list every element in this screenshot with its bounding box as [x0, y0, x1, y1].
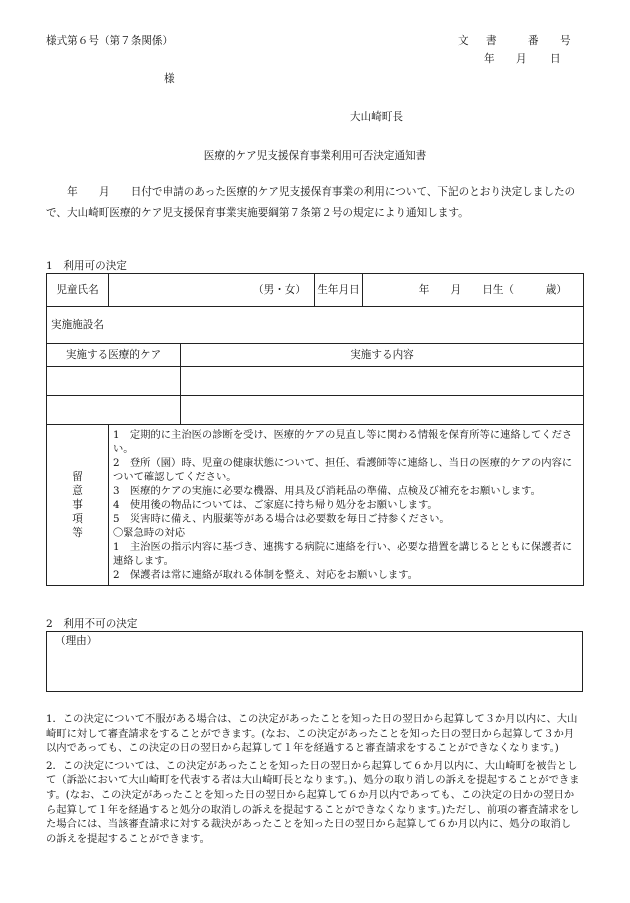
note-item: 1 定期的に主治医の診断を受け、医療的ケアの見直し等に関わる情報を保育所等に連絡してください。: [113, 429, 573, 455]
content-field[interactable]: [181, 367, 584, 396]
notes-label: [47, 425, 109, 586]
care-header: 実施する医療的ケア: [47, 344, 181, 367]
care-header-row: [47, 344, 584, 367]
addressee: 様: [164, 73, 175, 85]
facility-field[interactable]: [47, 307, 584, 344]
facility-row: [47, 307, 584, 344]
care-row: [47, 367, 584, 396]
form-number: 様式第６号（第７条関係）: [46, 35, 174, 47]
doc-number-char: 書: [486, 35, 497, 47]
date-day: 日: [550, 53, 561, 65]
content-header: 実施する内容: [181, 344, 584, 367]
note-item: 5 災害時に備え、内服薬等がある場合は必要数を毎日ご持参ください。: [113, 513, 450, 525]
date-month: 月: [516, 53, 527, 65]
birthdate-value: 年 月 日生（ 歳）: [418, 283, 567, 296]
approval-table: [46, 273, 584, 586]
reason-label: （理由）: [55, 635, 98, 647]
facility-label: 実施施設名: [51, 318, 104, 331]
note-item: 2 保護者は常に連絡が取れる体制を整え、対応をお願いします。: [113, 569, 418, 581]
footnotes: [46, 712, 581, 849]
note-item: 4 使用後の物品については、ご家庭に持ち帰り処分をお願いします。: [113, 499, 438, 511]
section2-heading: 2 利用不可の決定: [46, 618, 138, 630]
care-field[interactable]: [47, 367, 181, 396]
doc-number-char: 番: [528, 35, 539, 47]
child-name-label: 児童氏名: [47, 274, 109, 307]
note-item: 2 登所（園）時、児童の健康状態について、担任、看護師等に連絡し、当日の医療的ケアの内容について確認してください。: [113, 457, 573, 483]
reason-field[interactable]: [46, 631, 583, 692]
body-text: 年 月 日付で申請のあった医療的ケア児支援保育事業の利用について、下記のとおり決定しましたので、大山崎町医療的ケア児支援保育事業実施要綱第７条第２号の規定により通知します。: [46, 186, 576, 219]
section1-heading: 1 利用可の決定: [46, 260, 127, 272]
date-year: 年: [484, 53, 495, 65]
child-name-field[interactable]: [109, 274, 315, 307]
notes-label-text: 留意事項等: [72, 470, 83, 539]
notes-row: [47, 425, 584, 586]
gender-label: （男・女）: [253, 283, 306, 296]
birthdate-label: 生年月日: [315, 274, 363, 307]
issue-date: [484, 52, 561, 66]
note-item: 〇緊急時の対応: [113, 527, 186, 539]
child-row: [47, 274, 584, 307]
sender: 大山崎町長: [350, 111, 403, 123]
notes-content: [109, 425, 584, 586]
footnote-item: 1．この決定について不服がある場合は、この決定があったことを知った日の翌日から起算して３か月以内に、大山崎町に対して審査請求をすることができます。(なお、この決定があったことを知った日の翌日から起算して３か月以内であっても、この決定の日の翌日から起算して１年を経過すると審査請求をすることができなくなります。): [46, 713, 578, 755]
birthdate-field[interactable]: [363, 274, 584, 307]
document-title: 医療的ケア児支援保育事業利用可否決定通知書: [203, 150, 427, 162]
document-number-label: [458, 34, 571, 48]
note-item: 3 医療的ケアの実施に必要な機器、用具及び消耗品の準備、点検及び補充をお願いします。: [113, 485, 541, 497]
content-field[interactable]: [181, 396, 584, 425]
doc-number-char: 文: [458, 35, 469, 47]
footnote-item: 2．この決定については、この決定があったことを知った日の翌日から起算して６か月以内に、大山崎町を被告として（訴訟において大山崎町を代表する者は大山崎町長となります。)、処分の取り消しの訴えを提起することができます。(なお、この決定があったことを知った日の翌日から起算して６か月以内であっても、この決定の日かの翌日から起算して１年を経過すると処分の取消しの訴えを提起することができなくなります。)ただし、前項の審査請求をした場合には、当該審査請求に対する裁決があったことを知った日の翌日から起算して６か月以内に、処分の取消しの訴えを提起することができます。: [46, 759, 580, 845]
doc-number-char: 号: [560, 35, 571, 47]
note-item: 1 主治医の指示内容に基づき、連携する病院に連絡を行い、必要な措置を講じるとともに保護者に連絡します。: [113, 541, 573, 567]
care-field[interactable]: [47, 396, 181, 425]
care-row: [47, 396, 584, 425]
